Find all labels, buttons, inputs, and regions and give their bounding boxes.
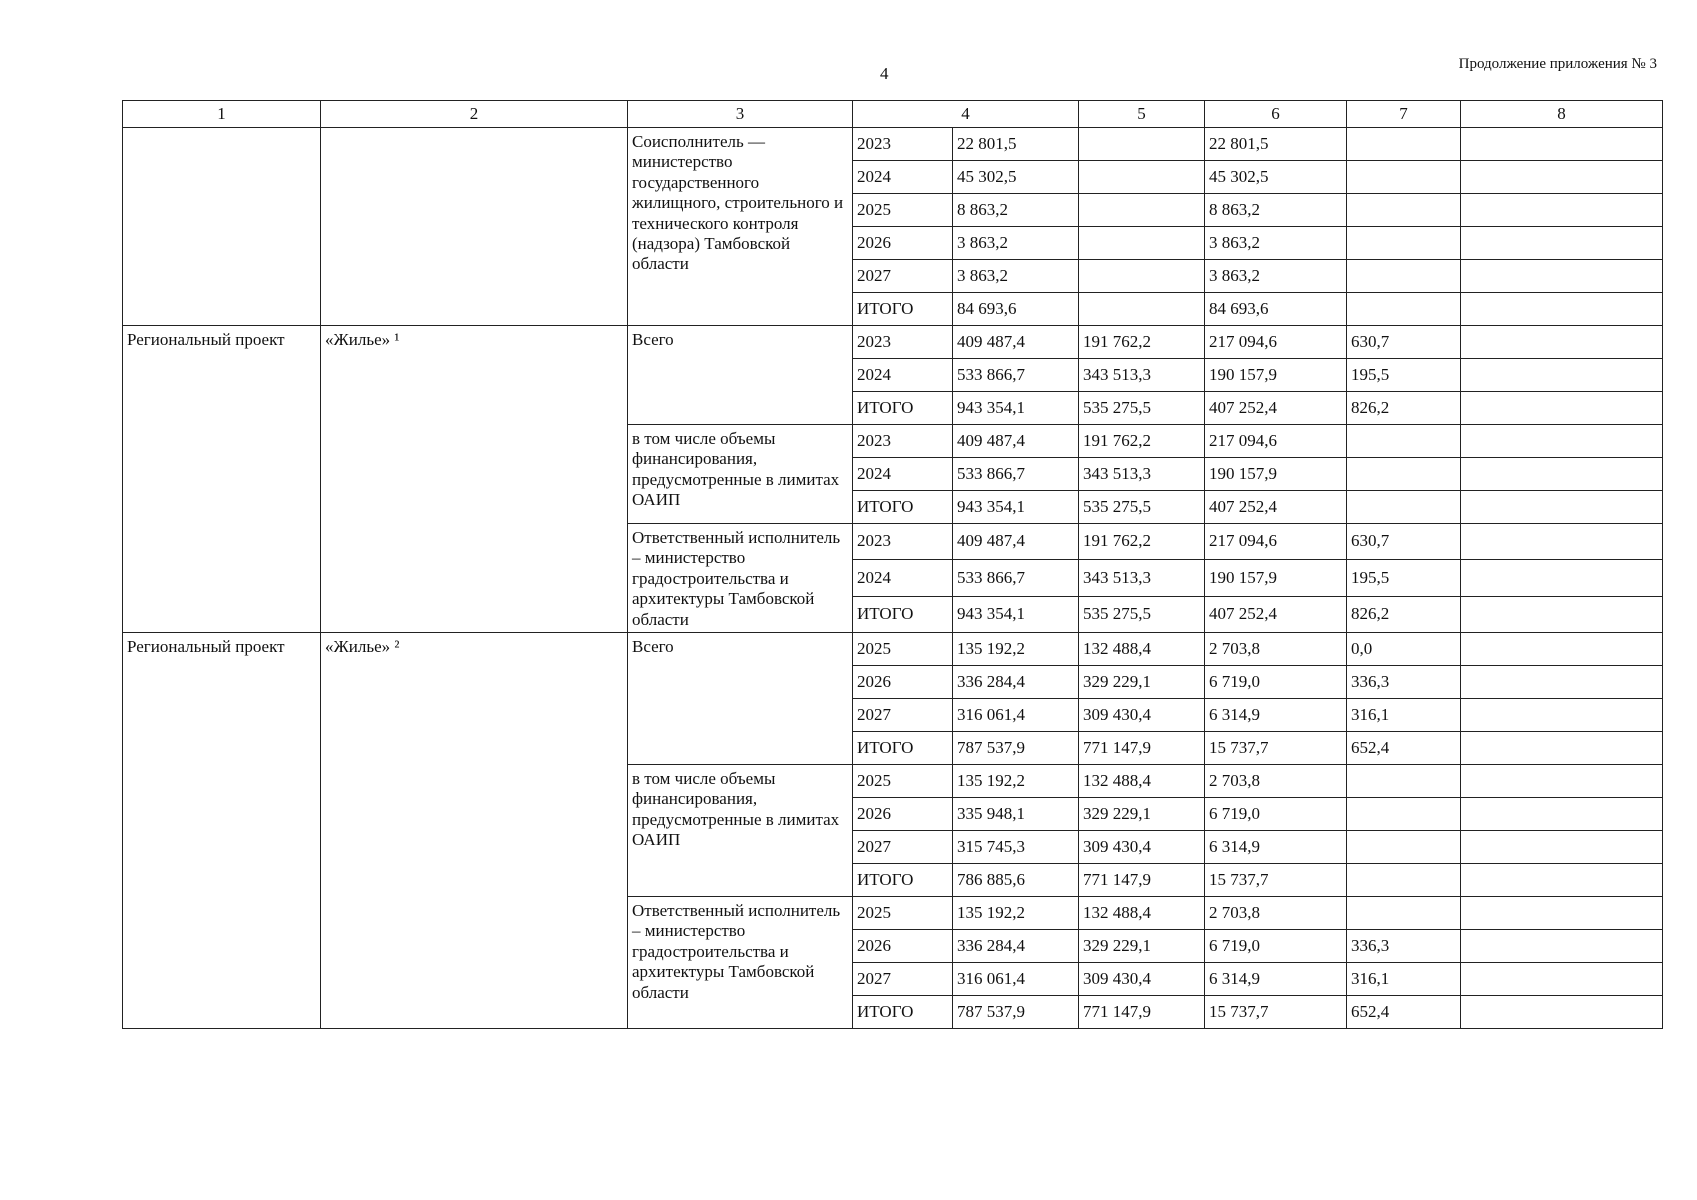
amount-total-cell: 8 863,2 [953, 194, 1079, 227]
amount-regional-cell: 15 737,7 [1205, 863, 1347, 896]
amount-total-cell: 135 192,2 [953, 764, 1079, 797]
amount-other-cell [1461, 161, 1663, 194]
year-cell: 2026 [853, 227, 953, 260]
table-row [123, 326, 1663, 359]
amount-local-cell: 316,1 [1347, 962, 1461, 995]
year-cell: 2023 [853, 425, 953, 458]
amount-regional-cell: 2 703,8 [1205, 764, 1347, 797]
amount-local-cell [1347, 764, 1461, 797]
amount-other-cell [1461, 764, 1663, 797]
amount-federal-cell: 329 229,1 [1079, 929, 1205, 962]
amount-regional-cell: 217 094,6 [1205, 425, 1347, 458]
amount-regional-cell: 407 252,4 [1205, 596, 1347, 632]
amount-local-cell [1347, 863, 1461, 896]
amount-federal-cell: 132 488,4 [1079, 632, 1205, 665]
amount-federal-cell [1079, 293, 1205, 326]
block-label-cell: Всего [628, 632, 853, 764]
amount-regional-cell: 407 252,4 [1205, 392, 1347, 425]
amount-total-cell: 533 866,7 [953, 359, 1079, 392]
year-cell: 2026 [853, 665, 953, 698]
amount-regional-cell: 6 719,0 [1205, 797, 1347, 830]
amount-total-cell: 533 866,7 [953, 458, 1079, 491]
amount-regional-cell: 15 737,7 [1205, 731, 1347, 764]
amount-other-cell [1461, 797, 1663, 830]
amount-total-cell: 336 284,4 [953, 665, 1079, 698]
amount-total-cell: 316 061,4 [953, 962, 1079, 995]
year-cell: ИТОГО [853, 392, 953, 425]
amount-federal-cell: 132 488,4 [1079, 896, 1205, 929]
amount-federal-cell [1079, 161, 1205, 194]
amount-federal-cell: 771 147,9 [1079, 863, 1205, 896]
project-name-cell [321, 128, 628, 326]
amount-local-cell [1347, 128, 1461, 161]
amount-federal-cell: 535 275,5 [1079, 491, 1205, 524]
row-type-cell [123, 128, 321, 326]
amount-regional-cell: 6 719,0 [1205, 929, 1347, 962]
year-cell: 2023 [853, 326, 953, 359]
amount-total-cell: 316 061,4 [953, 698, 1079, 731]
year-cell: 2027 [853, 698, 953, 731]
amount-local-cell: 195,5 [1347, 560, 1461, 596]
amount-other-cell [1461, 194, 1663, 227]
year-cell: 2025 [853, 896, 953, 929]
amount-other-cell [1461, 632, 1663, 665]
year-cell: 2024 [853, 458, 953, 491]
amount-regional-cell: 6 314,9 [1205, 830, 1347, 863]
amount-federal-cell: 343 513,3 [1079, 359, 1205, 392]
amount-federal-cell: 535 275,5 [1079, 596, 1205, 632]
row-type-cell: Региональный проект [123, 326, 321, 633]
amount-other-cell [1461, 863, 1663, 896]
amount-federal-cell: 771 147,9 [1079, 731, 1205, 764]
amount-regional-cell: 2 703,8 [1205, 896, 1347, 929]
amount-local-cell [1347, 227, 1461, 260]
amount-regional-cell: 217 094,6 [1205, 524, 1347, 560]
amount-federal-cell: 191 762,2 [1079, 425, 1205, 458]
amount-federal-cell: 191 762,2 [1079, 524, 1205, 560]
amount-other-cell [1461, 830, 1663, 863]
block-label-cell: Ответственный исполнитель – министерство градостроительства и архитектуры Тамбовской области [628, 524, 853, 633]
year-cell: 2025 [853, 194, 953, 227]
amount-other-cell [1461, 293, 1663, 326]
amount-total-cell: 336 284,4 [953, 929, 1079, 962]
amount-total-cell: 3 863,2 [953, 227, 1079, 260]
amount-local-cell: 826,2 [1347, 596, 1461, 632]
amount-regional-cell: 407 252,4 [1205, 491, 1347, 524]
amount-federal-cell [1079, 194, 1205, 227]
amount-federal-cell: 329 229,1 [1079, 797, 1205, 830]
amount-local-cell: 630,7 [1347, 524, 1461, 560]
amount-federal-cell: 771 147,9 [1079, 995, 1205, 1028]
table-body [123, 128, 1663, 1029]
amount-total-cell: 3 863,2 [953, 260, 1079, 293]
year-cell: ИТОГО [853, 596, 953, 632]
amount-local-cell: 336,3 [1347, 929, 1461, 962]
amount-other-cell [1461, 392, 1663, 425]
amount-total-cell: 45 302,5 [953, 161, 1079, 194]
column-number: 8 [1461, 101, 1663, 128]
amount-other-cell [1461, 698, 1663, 731]
amount-local-cell: 652,4 [1347, 995, 1461, 1028]
amount-local-cell: 652,4 [1347, 731, 1461, 764]
amount-total-cell: 787 537,9 [953, 995, 1079, 1028]
amount-total-cell: 315 745,3 [953, 830, 1079, 863]
amount-local-cell [1347, 425, 1461, 458]
amount-other-cell [1461, 260, 1663, 293]
amount-local-cell [1347, 830, 1461, 863]
amount-federal-cell: 343 513,3 [1079, 560, 1205, 596]
continuation-note: Продолжение приложения № 3 [1458, 56, 1657, 72]
amount-federal-cell: 191 762,2 [1079, 326, 1205, 359]
amount-regional-cell: 190 157,9 [1205, 458, 1347, 491]
amount-local-cell [1347, 161, 1461, 194]
amount-total-cell: 409 487,4 [953, 326, 1079, 359]
amount-other-cell [1461, 128, 1663, 161]
amount-federal-cell: 329 229,1 [1079, 665, 1205, 698]
amount-local-cell: 336,3 [1347, 665, 1461, 698]
amount-federal-cell: 309 430,4 [1079, 962, 1205, 995]
year-cell: 2023 [853, 128, 953, 161]
amount-other-cell [1461, 929, 1663, 962]
column-number: 5 [1079, 101, 1205, 128]
amount-regional-cell: 6 719,0 [1205, 665, 1347, 698]
amount-regional-cell: 6 314,9 [1205, 698, 1347, 731]
amount-other-cell [1461, 326, 1663, 359]
amount-federal-cell: 309 430,4 [1079, 830, 1205, 863]
amount-local-cell [1347, 896, 1461, 929]
amount-total-cell: 943 354,1 [953, 596, 1079, 632]
column-number: 3 [628, 101, 853, 128]
amount-local-cell [1347, 491, 1461, 524]
amount-local-cell: 826,2 [1347, 392, 1461, 425]
amount-other-cell [1461, 491, 1663, 524]
amount-total-cell: 335 948,1 [953, 797, 1079, 830]
year-cell: 2023 [853, 524, 953, 560]
amount-local-cell [1347, 293, 1461, 326]
amount-regional-cell: 2 703,8 [1205, 632, 1347, 665]
amount-other-cell [1461, 896, 1663, 929]
amount-regional-cell: 6 314,9 [1205, 962, 1347, 995]
column-number: 4 [853, 101, 1079, 128]
column-number-row [123, 101, 1663, 128]
page-number: 4 [880, 64, 889, 83]
column-number: 7 [1347, 101, 1461, 128]
amount-total-cell: 943 354,1 [953, 491, 1079, 524]
amount-regional-cell: 84 693,6 [1205, 293, 1347, 326]
amount-other-cell [1461, 359, 1663, 392]
year-cell: 2026 [853, 797, 953, 830]
amount-total-cell: 943 354,1 [953, 392, 1079, 425]
year-cell: 2024 [853, 560, 953, 596]
amount-total-cell: 786 885,6 [953, 863, 1079, 896]
block-label-cell: Ответственный исполнитель – министерство градостроительства и архитектуры Тамбовской области [628, 896, 853, 1028]
amount-local-cell [1347, 260, 1461, 293]
amount-federal-cell [1079, 128, 1205, 161]
block-label-cell: Соисполнитель — министерство государственного жилищного, строительного и технического контроля (надзора) Тамбовской области [628, 128, 853, 326]
row-type-cell: Региональный проект [123, 632, 321, 1028]
column-number: 6 [1205, 101, 1347, 128]
amount-other-cell [1461, 995, 1663, 1028]
amount-federal-cell [1079, 227, 1205, 260]
amount-local-cell [1347, 797, 1461, 830]
amount-regional-cell: 3 863,2 [1205, 260, 1347, 293]
amount-regional-cell: 3 863,2 [1205, 227, 1347, 260]
year-cell: 2027 [853, 260, 953, 293]
amount-local-cell: 195,5 [1347, 359, 1461, 392]
financing-table [122, 100, 1663, 1029]
amount-regional-cell: 190 157,9 [1205, 359, 1347, 392]
amount-federal-cell [1079, 260, 1205, 293]
amount-other-cell [1461, 665, 1663, 698]
amount-regional-cell: 15 737,7 [1205, 995, 1347, 1028]
amount-total-cell: 787 537,9 [953, 731, 1079, 764]
year-cell: ИТОГО [853, 863, 953, 896]
project-name-cell: «Жилье» ² [321, 632, 628, 1028]
amount-other-cell [1461, 524, 1663, 560]
amount-other-cell [1461, 962, 1663, 995]
amount-other-cell [1461, 560, 1663, 596]
amount-regional-cell: 8 863,2 [1205, 194, 1347, 227]
year-cell: 2027 [853, 830, 953, 863]
year-cell: ИТОГО [853, 293, 953, 326]
amount-other-cell [1461, 458, 1663, 491]
table-row [123, 632, 1663, 665]
amount-other-cell [1461, 425, 1663, 458]
amount-regional-cell: 22 801,5 [1205, 128, 1347, 161]
amount-total-cell: 22 801,5 [953, 128, 1079, 161]
amount-local-cell [1347, 194, 1461, 227]
year-cell: ИТОГО [853, 995, 953, 1028]
amount-other-cell [1461, 596, 1663, 632]
amount-total-cell: 409 487,4 [953, 524, 1079, 560]
amount-local-cell: 630,7 [1347, 326, 1461, 359]
year-cell: ИТОГО [853, 491, 953, 524]
amount-regional-cell: 45 302,5 [1205, 161, 1347, 194]
amount-local-cell [1347, 458, 1461, 491]
year-cell: 2025 [853, 632, 953, 665]
amount-local-cell: 316,1 [1347, 698, 1461, 731]
amount-other-cell [1461, 227, 1663, 260]
year-cell: 2024 [853, 161, 953, 194]
amount-local-cell: 0,0 [1347, 632, 1461, 665]
year-cell: 2027 [853, 962, 953, 995]
column-number: 2 [321, 101, 628, 128]
amount-total-cell: 409 487,4 [953, 425, 1079, 458]
amount-total-cell: 533 866,7 [953, 560, 1079, 596]
amount-regional-cell: 217 094,6 [1205, 326, 1347, 359]
amount-total-cell: 135 192,2 [953, 632, 1079, 665]
amount-federal-cell: 132 488,4 [1079, 764, 1205, 797]
amount-regional-cell: 190 157,9 [1205, 560, 1347, 596]
block-label-cell: в том числе объемы финансирования, предусмотренные в лимитах ОАИП [628, 764, 853, 896]
amount-federal-cell: 535 275,5 [1079, 392, 1205, 425]
amount-federal-cell: 309 430,4 [1079, 698, 1205, 731]
amount-other-cell [1461, 731, 1663, 764]
amount-federal-cell: 343 513,3 [1079, 458, 1205, 491]
block-label-cell: в том числе объемы финансирования, предусмотренные в лимитах ОАИП [628, 425, 853, 524]
amount-total-cell: 84 693,6 [953, 293, 1079, 326]
project-name-cell: «Жилье» ¹ [321, 326, 628, 633]
table-row [123, 128, 1663, 161]
year-cell: 2026 [853, 929, 953, 962]
block-label-cell: Всего [628, 326, 853, 425]
year-cell: ИТОГО [853, 731, 953, 764]
amount-total-cell: 135 192,2 [953, 896, 1079, 929]
year-cell: 2024 [853, 359, 953, 392]
column-number: 1 [123, 101, 321, 128]
year-cell: 2025 [853, 764, 953, 797]
